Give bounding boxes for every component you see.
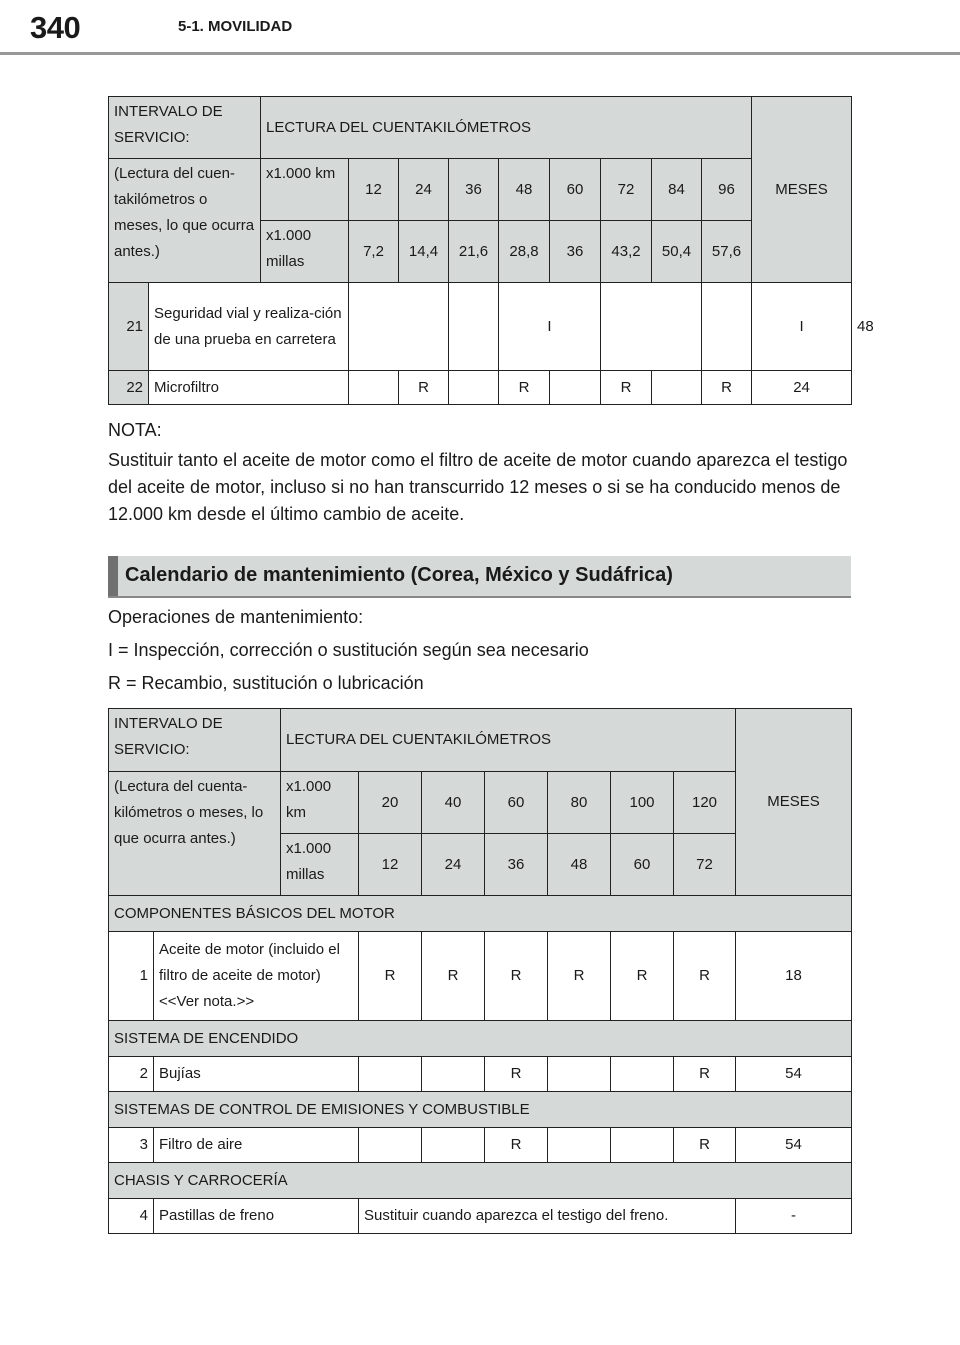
table-row — [109, 932, 852, 1021]
unit-km: x1.000 km — [281, 772, 359, 834]
schedule-cell — [359, 1057, 422, 1092]
schedule-cell: R — [674, 1057, 736, 1092]
schedule-cell — [449, 371, 499, 405]
section-row — [109, 1163, 852, 1199]
schedule-cell — [702, 283, 752, 371]
odometer-header: LECTURA DEL CUENTAKILÓMETROS — [281, 709, 736, 772]
km-value: 20 — [359, 772, 422, 834]
schedule-cell: I — [752, 283, 852, 371]
miles-value: 60 — [611, 834, 674, 896]
schedule-cell — [611, 1057, 674, 1092]
interval-header: INTERVALO DE SERVICIO: — [109, 709, 281, 772]
item-name: Bujías — [154, 1057, 359, 1092]
miles-value: 48 — [548, 834, 611, 896]
item-number: 1 — [109, 932, 154, 1021]
item-name: Filtro de aire — [154, 1128, 359, 1163]
section-title: 5-1. MOVILIDAD — [178, 18, 293, 35]
miles-value: 14,4 — [399, 221, 449, 283]
km-value: 36 — [449, 159, 499, 221]
schedule-cell: R — [674, 932, 736, 1021]
table-row — [109, 371, 852, 405]
interval-note: (Lectura del cuen-takilómetros o meses, lo que ocurra antes.) — [109, 159, 261, 283]
operations-intro: Operaciones de mantenimiento: — [108, 607, 364, 627]
item-name: Aceite de motor (incluido el filtro de aceite de motor) <<Ver nota.>> — [154, 932, 359, 1021]
schedule-cell: R — [485, 1128, 548, 1163]
item-number: 21 — [109, 283, 149, 371]
miles-value: 36 — [485, 834, 548, 896]
section-row — [109, 1021, 852, 1057]
calendar-heading — [108, 556, 851, 598]
miles-value: 57,6 — [702, 221, 752, 283]
unit-miles: x1.000 millas — [281, 834, 359, 896]
item-number: 2 — [109, 1057, 154, 1092]
interval-header: INTERVALO DE SERVICIO: — [109, 97, 261, 159]
months-header: MESES — [736, 709, 852, 896]
unit-miles: x1.000 millas — [261, 221, 349, 283]
km-value: 60 — [550, 159, 601, 221]
note-text: Sustituir tanto el aceite de motor como el filtro de aceite de motor cuando aparezca el testigo del aceite de motor, incluso si no han transcurrido 12 meses o si se ha conducido menos de 12.000 km desde el último cambio de aceite. — [108, 450, 848, 524]
schedule-cell — [359, 1128, 422, 1163]
section-title-emissions: SISTEMAS DE CONTROL DE EMISIONES Y COMBUSTIBLE — [109, 1092, 852, 1128]
months-value: 54 — [736, 1128, 852, 1163]
table-row: 21 Seguridad vial y realiza-ción de una prueba en carretera I I 48 — [109, 283, 852, 371]
odometer-header: LECTURA DEL CUENTAKILÓMETROS — [261, 97, 752, 159]
months-header: MESES — [752, 97, 852, 283]
miles-value: 12 — [359, 834, 422, 896]
interval-note: (Lectura del cuenta-kilómetros o meses, lo que ocurra antes.) — [109, 772, 281, 896]
km-value: 80 — [548, 772, 611, 834]
schedule-cell: R — [399, 371, 449, 405]
schedule-cell — [652, 371, 702, 405]
schedule-cell — [548, 1057, 611, 1092]
miles-value: 24 — [422, 834, 485, 896]
note-label: NOTA: — [108, 420, 162, 440]
section-row — [109, 1092, 852, 1128]
km-value: 84 — [652, 159, 702, 221]
schedule-cell: R — [601, 371, 652, 405]
km-value: 24 — [399, 159, 449, 221]
schedule-cell: R — [422, 932, 485, 1021]
miles-value: 28,8 — [499, 221, 550, 283]
schedule-cell: R — [359, 932, 422, 1021]
schedule-cell — [349, 283, 449, 371]
km-value: 72 — [601, 159, 652, 221]
unit-km: x1.000 km — [261, 159, 349, 221]
item-name: Microfiltro — [149, 371, 349, 405]
schedule-cell: R — [611, 932, 674, 1021]
section-title-engine: COMPONENTES BÁSICOS DEL MOTOR — [109, 896, 852, 932]
months-value: 18 — [736, 932, 852, 1021]
months-value: 54 — [736, 1057, 852, 1092]
legend-replacement: R = Recambio, sustitución o lubricación — [108, 673, 424, 693]
miles-value: 43,2 — [601, 221, 652, 283]
schedule-cell — [611, 1128, 674, 1163]
header-rule — [0, 52, 960, 55]
miles-value: 50,4 — [652, 221, 702, 283]
schedule-cell — [550, 371, 601, 405]
section-row — [109, 896, 852, 932]
maintenance-table-2 — [108, 708, 852, 1234]
schedule-cell: I — [499, 283, 601, 371]
schedule-cell — [449, 283, 499, 371]
miles-value: 7,2 — [349, 221, 399, 283]
schedule-cell — [601, 283, 702, 371]
heading-bar — [108, 556, 118, 596]
table-row — [109, 1057, 852, 1092]
item-number: 4 — [109, 1199, 154, 1234]
km-value: 100 — [611, 772, 674, 834]
km-value: 48 — [499, 159, 550, 221]
miles-value: 72 — [674, 834, 736, 896]
km-value: 60 — [485, 772, 548, 834]
km-value: 12 — [349, 159, 399, 221]
km-value: 40 — [422, 772, 485, 834]
schedule-cell: R — [674, 1128, 736, 1163]
item-number: 22 — [109, 371, 149, 405]
schedule-cell — [548, 1128, 611, 1163]
calendar-title: Calendario de mantenimiento (Corea, México y Sudáfrica) — [125, 564, 673, 586]
schedule-cell — [422, 1128, 485, 1163]
schedule-cell: R — [499, 371, 550, 405]
section-title-ignition: SISTEMA DE ENCENDIDO — [109, 1021, 852, 1057]
item-name: Seguridad vial y realiza-ción de una prueba en carretera — [149, 283, 349, 371]
schedule-cell — [349, 371, 399, 405]
page-number: 340 — [30, 10, 81, 45]
miles-value: 21,6 — [449, 221, 499, 283]
months-value: 24 — [752, 371, 852, 405]
table-row — [109, 1199, 852, 1234]
maintenance-table-1 — [108, 96, 874, 405]
schedule-cell — [422, 1057, 485, 1092]
item-number: 3 — [109, 1128, 154, 1163]
item-name: Pastillas de freno — [154, 1199, 359, 1234]
legend-inspection: I = Inspección, corrección o sustitución según sea necesario — [108, 640, 589, 660]
schedule-cell: R — [485, 932, 548, 1021]
schedule-cell: R — [485, 1057, 548, 1092]
months-value: - — [736, 1199, 852, 1234]
merged-instruction: Sustituir cuando aparezca el testigo del freno. — [359, 1199, 736, 1234]
table-row — [109, 1128, 852, 1163]
schedule-cell: R — [702, 371, 752, 405]
section-title-chassis: CHASIS Y CARROCERÍA — [109, 1163, 852, 1199]
km-value: 120 — [674, 772, 736, 834]
miles-value: 36 — [550, 221, 601, 283]
schedule-cell: R — [548, 932, 611, 1021]
km-value: 96 — [702, 159, 752, 221]
